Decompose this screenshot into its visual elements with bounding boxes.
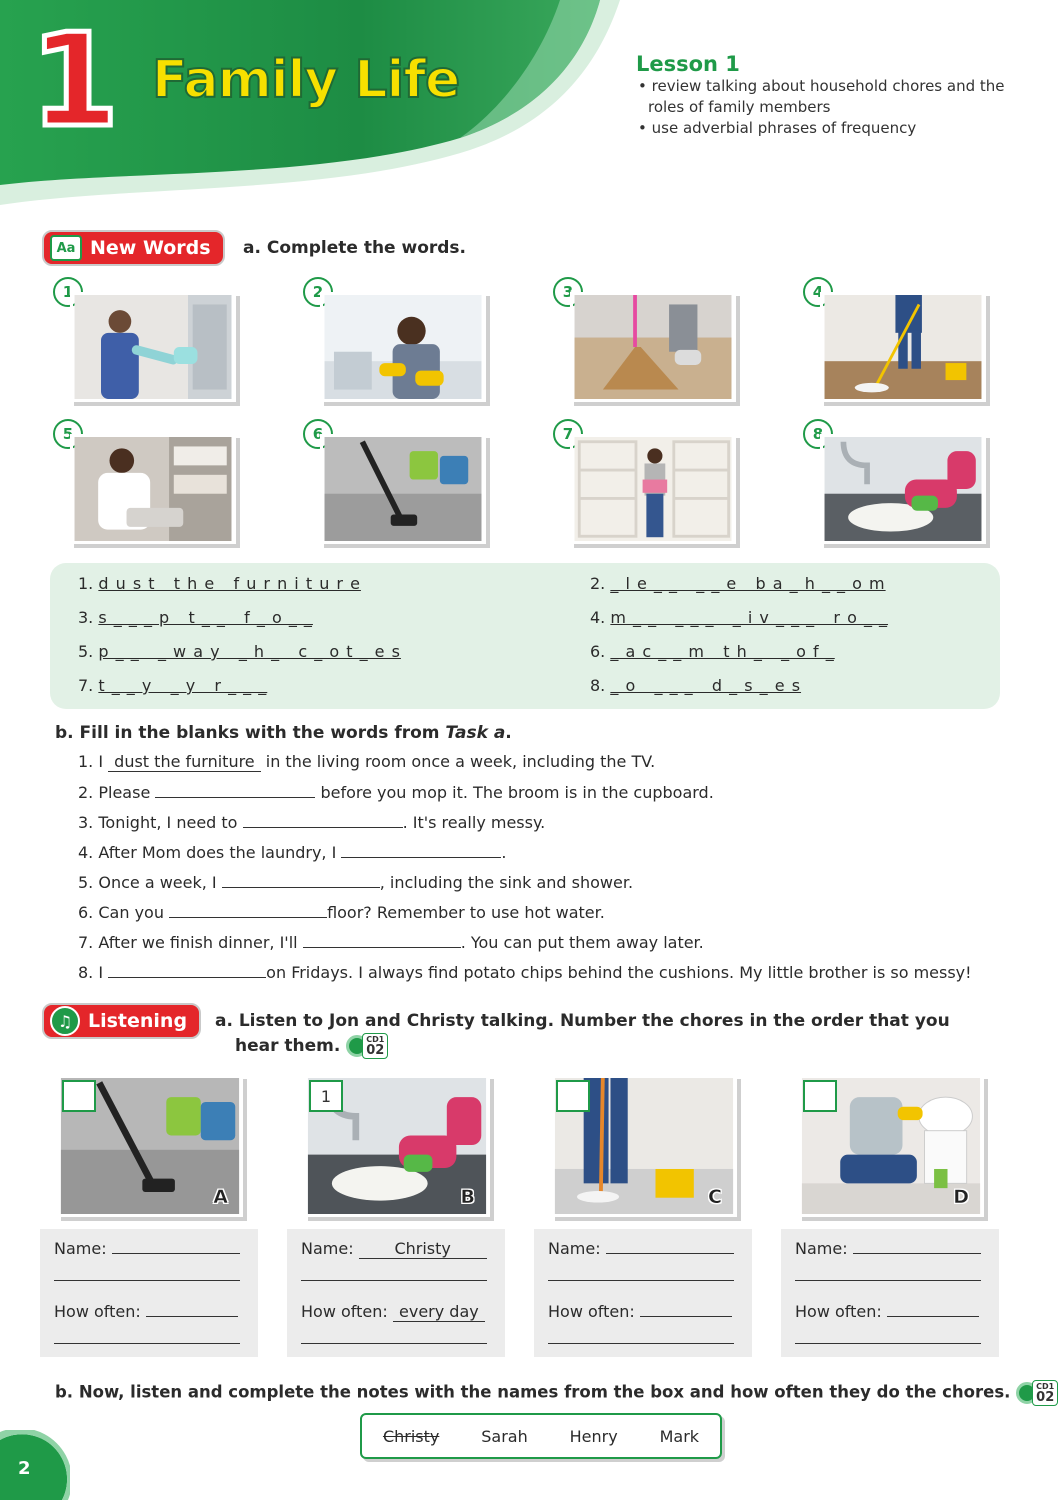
listening-picture-c <box>551 1075 737 1217</box>
word-item-1: 1. d u s t t h e f u r n i t u r e <box>78 574 361 593</box>
name-option-sarah: Sarah <box>481 1426 528 1446</box>
unit-number: 1 <box>30 7 116 156</box>
sentence-3-blank[interactable] <box>243 812 403 828</box>
photo-clean-bathroom <box>320 292 486 402</box>
image-number-4: 4 <box>803 277 833 307</box>
photo-sweep-floor <box>570 292 736 402</box>
how-often-field-d[interactable] <box>887 1316 979 1317</box>
photo-vacuum-sofa <box>320 434 486 544</box>
page-number: 2 <box>18 1458 31 1479</box>
notes-card-c: Name: How often: <box>534 1229 752 1357</box>
photo-put-away-clothes <box>70 434 236 544</box>
image-number-3: 3 <box>553 277 583 307</box>
notes-line-b2[interactable] <box>301 1343 487 1344</box>
notes-card-a: Name: How often: <box>40 1229 258 1357</box>
objective-2: • use adverbial phrases of frequency <box>636 118 1036 139</box>
sentence-2: 2. Please before you mop it. The broom is in the cupboard. <box>78 783 714 802</box>
notes-line-c1[interactable] <box>548 1280 734 1281</box>
notes-line-a2[interactable] <box>54 1343 240 1344</box>
name-field-c[interactable] <box>606 1253 734 1254</box>
names-word-box <box>360 1413 722 1459</box>
order-box-b[interactable]: 1 <box>309 1080 343 1112</box>
flashcard-icon: Aa <box>50 235 82 261</box>
task-a-heading: a. Complete the words. <box>243 238 467 258</box>
listening-picture-a <box>57 1075 243 1217</box>
woman-cleaning-bathroom-image <box>323 295 483 399</box>
sentence-4: 4. After Mom does the laundry, I . <box>78 843 507 862</box>
word-item-6-text[interactable]: _ a c _ _ m t h _ _ o f _ <box>610 642 835 661</box>
how-often-field-a[interactable] <box>146 1316 238 1317</box>
name-field-b[interactable]: Christy <box>359 1239 487 1259</box>
name-option-henry: Henry <box>569 1426 618 1446</box>
word-item-7-text[interactable]: t _ _ y _ y r _ _ _ <box>98 676 268 695</box>
girl-folding-towels-image <box>73 437 233 541</box>
girl-dusting-image <box>73 295 233 399</box>
listening-task-a: a. Listen to Jon and Christy talking. Number the chores in the order that you hear them. CD1 02 <box>215 1011 950 1058</box>
word-item-5-text[interactable]: p _ _ _ w a y _ h _ c _ o t _ e s <box>98 642 401 661</box>
sentence-7: 7. After we finish dinner, I'll . You can put them away later. <box>78 933 704 952</box>
lesson-title: Lesson 1 <box>636 52 740 76</box>
picture-letter-c: C <box>708 1186 722 1208</box>
order-box-a[interactable] <box>62 1080 96 1112</box>
word-item-8-text[interactable]: _ o _ _ _ d _ s _ e s <box>610 676 802 695</box>
man-tidying-shelves-image <box>573 437 733 541</box>
page-corner-shape <box>0 1430 70 1500</box>
notes-line-c2[interactable] <box>548 1343 734 1344</box>
how-often-field-c[interactable] <box>640 1316 732 1317</box>
sentence-8: 8. I on Fridays. I always find potato chips behind the cushions. My little brother is so messy! <box>78 963 972 982</box>
page-number-corner <box>0 1430 70 1500</box>
lesson-objectives <box>636 52 1036 139</box>
word-item-3-text[interactable]: s _ _ _ p t _ _ f _ o _ _ <box>98 608 313 627</box>
word-item-6: 6. _ a c _ _ m t h _ _ o f _ <box>590 642 835 661</box>
word-item-2: 2. _ l e _ _ _ _ e b a _ h _ _ o m <box>590 574 886 593</box>
image-number-8: 8 <box>803 419 833 449</box>
notes-card-d: Name: How often: <box>781 1229 999 1357</box>
name-field-a[interactable] <box>112 1253 240 1254</box>
listening-task-b: b. Now, listen and complete the notes with the names from the box and how often they do the chores. CD1 02 <box>55 1380 1058 1406</box>
ear-icon: ♫ <box>50 1006 80 1036</box>
sentence-7-blank[interactable] <box>303 932 461 948</box>
image-number-1: 1 <box>53 277 83 307</box>
sentence-4-blank[interactable] <box>341 842 501 858</box>
unit-title: Family Life <box>152 50 460 110</box>
image-number-5: 5 <box>53 419 83 449</box>
word-item-2-text[interactable]: _ l e _ _ _ _ e b a _ h _ _ o m <box>610 574 886 593</box>
notes-line-a1[interactable] <box>54 1280 240 1281</box>
sentence-6: 6. Can you floor? Remember to use hot water. <box>78 903 605 922</box>
image-number-2: 2 <box>303 277 333 307</box>
listening-picture-b <box>304 1075 490 1217</box>
word-item-8: 8. _ o _ _ _ d _ s _ e s <box>590 676 802 695</box>
order-box-d[interactable] <box>803 1080 837 1112</box>
vacuum-sofa-image <box>323 437 483 541</box>
name-option-christy: Christy <box>382 1426 440 1446</box>
new-words-label: New Words <box>90 237 211 259</box>
sweeping-broom-image <box>573 295 733 399</box>
word-item-4-text[interactable]: m _ _ _ _ _ _ i v _ _ _ r o _ _ <box>610 608 889 627</box>
photo-tidy-room <box>570 434 736 544</box>
photo-dust-furniture <box>70 292 236 402</box>
image-number-6: 6 <box>303 419 333 449</box>
picture-letter-d: D <box>953 1186 969 1208</box>
sentence-3: 3. Tonight, I need to . It's really messy. <box>78 813 546 832</box>
sentence-1: 1. I dust the furniture in the living room once a week, including the TV. <box>78 752 656 771</box>
notes-line-d1[interactable] <box>795 1280 981 1281</box>
photo-mop-floor <box>820 292 986 402</box>
notes-card-b: Name: Christy How often: every day <box>287 1229 505 1357</box>
word-item-4: 4. m _ _ _ _ _ _ i v _ _ _ r o _ _ <box>590 608 889 627</box>
word-item-7: 7. t _ _ y _ y r _ _ _ <box>78 676 268 695</box>
cd-audio-icon[interactable]: CD1 02 <box>346 1033 388 1059</box>
unit-header <box>0 0 1060 220</box>
name-option-mark: Mark <box>659 1426 700 1446</box>
sentence-1-answer[interactable]: dust the furniture <box>108 752 260 772</box>
name-field-d[interactable] <box>853 1253 981 1254</box>
listening-badge <box>42 1003 201 1039</box>
mopping-floor-image <box>823 295 983 399</box>
objective-1: • review talking about household chores and the roles of family members <box>636 76 1036 118</box>
listening-picture-d <box>798 1075 984 1217</box>
how-often-field-b[interactable]: every day <box>393 1302 485 1322</box>
picture-letter-a: A <box>213 1186 228 1208</box>
word-item-1-text[interactable]: d u s t t h e f u r n i t u r e <box>98 574 361 593</box>
sentence-5: 5. Once a week, I , including the sink and shower. <box>78 873 634 892</box>
picture-letter-b: B <box>460 1186 475 1208</box>
order-box-c[interactable] <box>556 1080 590 1112</box>
washing-dishes-image <box>823 437 983 541</box>
notes-line-d2[interactable] <box>795 1343 981 1344</box>
word-item-5: 5. p _ _ _ w a y _ h _ c _ o t _ e s <box>78 642 401 661</box>
sentence-6-blank[interactable] <box>169 902 327 918</box>
task-b-heading: b. Fill in the blanks with the words from Task a. <box>55 723 512 743</box>
photo-do-dishes <box>820 434 986 544</box>
new-words-badge <box>42 230 225 266</box>
notes-line-b1[interactable] <box>301 1280 487 1281</box>
sentence-5-blank[interactable] <box>222 872 380 888</box>
sentence-2-blank[interactable] <box>155 782 315 798</box>
image-number-7: 7 <box>553 419 583 449</box>
listening-label: Listening <box>88 1010 188 1032</box>
word-item-3: 3. s _ _ _ p t _ _ f _ o _ _ <box>78 608 313 627</box>
cd-audio-icon-b[interactable]: CD1 02 <box>1016 1380 1058 1406</box>
sentence-8-blank[interactable] <box>108 962 266 978</box>
